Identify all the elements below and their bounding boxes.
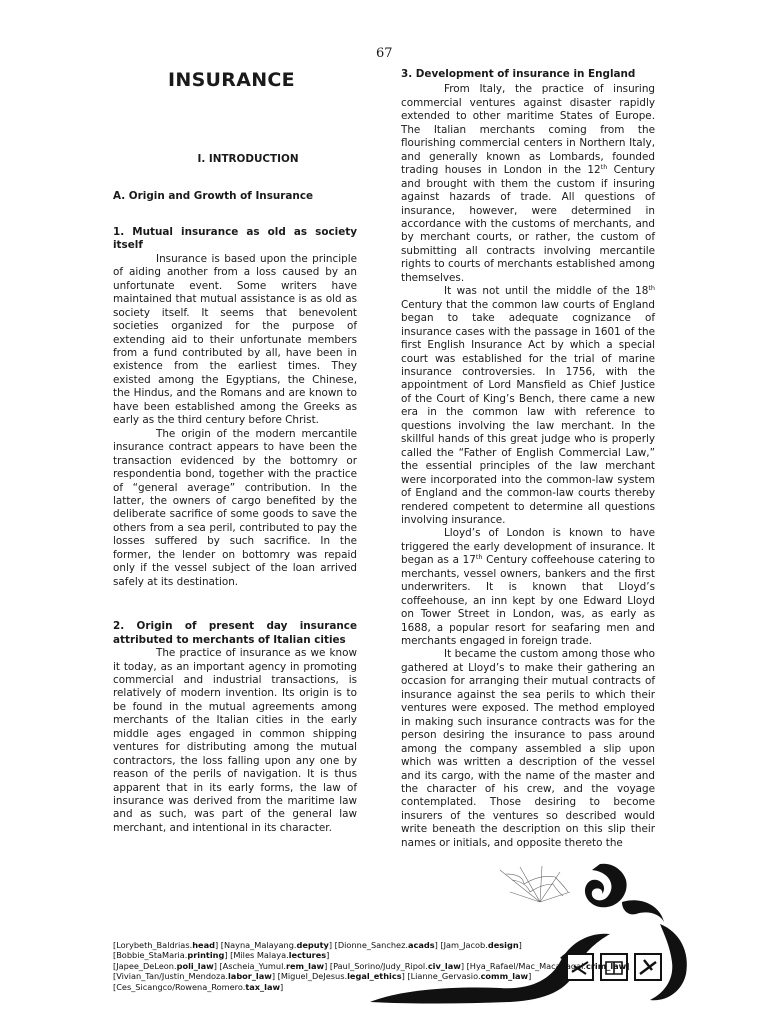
right-column bbox=[401, 68, 655, 850]
credit-role: design bbox=[487, 940, 519, 950]
credit-role: labor_law bbox=[227, 971, 272, 982]
credits-row bbox=[113, 971, 673, 981]
credits-row bbox=[113, 982, 673, 992]
credit-text: ] [Miguel_DeJesus. bbox=[271, 971, 348, 982]
credit-text: [Bobbie_StaMaria. bbox=[113, 950, 188, 961]
superscript: th bbox=[600, 163, 608, 172]
text-span: Lloyd’s of London is known to have triggered the early development of insurance. It began as a 17 bbox=[401, 527, 655, 567]
credit-text: [Vivian_Tan/Justin_Mendoza. bbox=[113, 971, 228, 982]
credit-text: [Ces_Sicangco/Rowena_Romero. bbox=[113, 981, 246, 992]
credit-text: ] bbox=[280, 981, 284, 992]
text-span: From Italy, the practice of insuring commercial ventures against disaster rapidly extended to other maritime States of Europe. The Italian merchants coming from the flourishing commercial centers in Northern Italy, and generally known as Lombards, founded trading houses in London in the 12 bbox=[401, 83, 655, 177]
staff-credits bbox=[113, 940, 673, 992]
page-title: INSURANCE bbox=[168, 69, 295, 91]
credits-row bbox=[113, 950, 673, 960]
credit-role: acads bbox=[407, 940, 435, 950]
credit-text: [Japee_DeLeon. bbox=[113, 960, 177, 971]
credit-text: ] bbox=[518, 940, 522, 950]
credit-text: ] [Lianne_Gervasio. bbox=[401, 971, 481, 982]
superscript: th bbox=[475, 553, 483, 562]
subsection-1-heading: 1. Mutual insurance as old as society itself bbox=[113, 225, 357, 252]
credit-text: ] [Dionne_Sanchez. bbox=[328, 940, 408, 950]
paragraph-18th-century bbox=[401, 285, 655, 527]
paragraph-lloyds-of-london bbox=[401, 527, 655, 648]
credit-text: ] [Ascheia_Yumul. bbox=[213, 960, 286, 971]
credit-role: crim_law bbox=[586, 960, 627, 971]
credit-role: poli_law bbox=[176, 960, 214, 971]
paragraph-from-italy bbox=[401, 83, 655, 285]
credit-text: ] [Jam_Jacob. bbox=[434, 940, 488, 950]
credit-role: lectures bbox=[288, 950, 327, 961]
text-span: Century that the common law courts of England began to take adequate cognizance of insurance cases with the passage in 1601 of the first English Insurance Act by which a special court was established for the trial of marine insurance controversies. In 1756, with the appointment of Lord Mansfield as Chief Justice of the Court of King’s Bench, there came a new era in the common law with reference to questions involving the law merchant. In the skillful hands of this great judge who is properly called the “Father of English Commercial Law,” the essential principles of the law merchant were incorporated into the common-law system of England and the common-law courts thereby rendered competent to determine all questions involving insurance. bbox=[401, 298, 655, 526]
credit-text: ] [Paul_Sorino/Judy_Ripol. bbox=[324, 960, 428, 971]
credit-role: comm_law bbox=[480, 971, 529, 982]
credit-role: tax_law bbox=[245, 981, 281, 992]
paragraph-mercantile-origin: The origin of the modern mercantile insurance contract appears to have been the transaction evidenced by the bottomry or respondentia bond, together with the practice of “general average” contribution. In the latter, the owners of cargo benefited by the deliberate sacrifice of some goods to save the others from a sea peril, contributed to pay the losses suffered by such sacrifice. In the former, the lender on bottomry was repaid only if the vessel subject of the loan arrived safely at its destination. bbox=[113, 427, 357, 588]
credit-role: rem_law bbox=[285, 960, 325, 971]
credit-role: legal_ethics bbox=[347, 971, 402, 982]
paragraph-lloyds-custom: It became the custom among those who gathered at Lloyd’s to make their gathering an occasion for arranging their mutual contracts of insurance against the sea perils to which their ventures were exposed. The method employed in making such insurance contracts was for the person desiring the insurance to pass around among the company assembled a slip upon which was written a description of the vessel and its cargo, with the name of the master and the character of his crew, and the voyage contemplated. Those desiring to become insurers of the ventures so described would write beneath the description on this slip their names or initials, and opposite thereto the bbox=[401, 648, 655, 849]
page-number: 67 bbox=[376, 46, 393, 61]
credits-row bbox=[113, 940, 673, 950]
credit-text: ] [Hya_Rafael/Mac_Macapagal. bbox=[460, 960, 586, 971]
text-span: Century and brought with them the custom if insuring against hazards of trade. All questions of insurance, however, were determined in accordance with the customs of merchants, and by merchant courts, or rather, the custom of submitting all contracts involving mercantile rights to courts of merchants established among themselves. bbox=[401, 164, 655, 284]
credits-row bbox=[113, 961, 673, 971]
paragraph-italian-cities: The practice of insurance as we know it today, as an important agency in promoting commercial and industrial transactions, is relatively of modern invention. Its origin is to be found in the mutual agreements among merchants of the Italian cities in the early middle ages engaged in common shipping ventures for distributing among the mutual contractors, the loss falling upon any one by reason of the perils of navigation. It is thus apparent that in its early forms, the law of insurance was derived from the maritime law and as such, was part of the general law merchant, and intentional in its character. bbox=[113, 647, 357, 834]
credit-role: civ_law bbox=[427, 960, 461, 971]
left-column bbox=[113, 150, 357, 835]
section-a-heading: A. Origin and Growth of Insurance bbox=[113, 190, 314, 203]
credit-role: head bbox=[192, 940, 215, 950]
superscript: th bbox=[648, 284, 655, 293]
credit-text: [Lorybeth_Baldrias. bbox=[113, 940, 193, 950]
text-span: Century coffeehouse catering to merchants, vessel owners, bankers and the first underwriters. It is known that Lloyd’s coffeehouse, an inn kept by one Edward Lloyd on Tower Street in London, was, as early as 1688, a popular resort for seafaring men and merchants engaged in foreign trade. bbox=[401, 554, 655, 648]
paragraph-mutual-insurance: Insurance is based upon the principle of aiding another from a loss caused by an unfortunate event. Some writers have maintained that mutual assistance is as old as society itself. It seems that benevolent societies organized for the purpose of extending aid to their unfortunate members from a fund contributed by all, have been in existence from the earliest times. They existed among the Egyptians, the Chinese, the Hindus, and the Romans and are known to have been established among the Greeks as early as the third century before Christ. bbox=[113, 252, 357, 427]
credit-text: ] [Miles Malaya. bbox=[224, 950, 289, 961]
subsection-2-heading: 2. Origin of present day insurance attributed to merchants of Italian cities bbox=[113, 620, 357, 646]
introduction-heading: I. INTRODUCTION bbox=[197, 153, 299, 165]
credit-text: ] [Nayna_Malayang. bbox=[214, 940, 297, 950]
credit-text: ] bbox=[626, 960, 630, 971]
credit-role: printing bbox=[187, 950, 225, 961]
credit-text: ] bbox=[326, 950, 330, 961]
credit-role: deputy bbox=[296, 940, 329, 950]
section-3-heading: 3. Development of insurance in England bbox=[401, 68, 636, 80]
spiderweb-icon bbox=[500, 866, 570, 902]
credit-text: ] bbox=[528, 971, 532, 982]
text-span: It was not until the middle of the 18 bbox=[444, 285, 649, 298]
